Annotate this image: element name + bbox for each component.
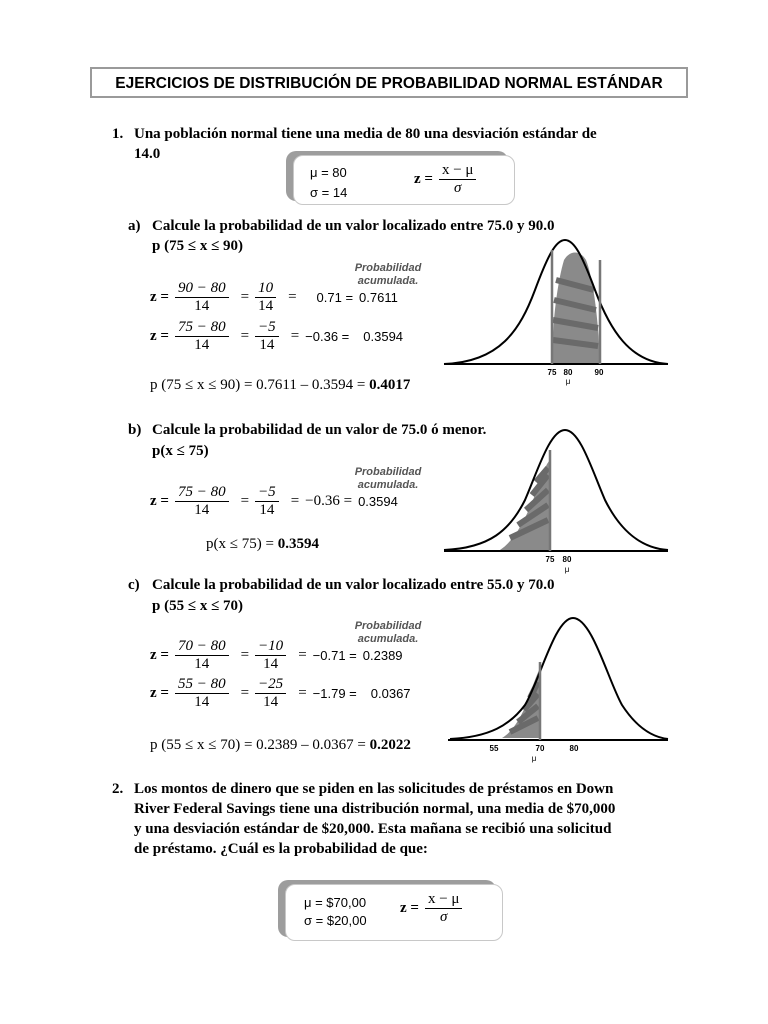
part-b-row1	[150, 484, 398, 519]
part-c-question: Calcule la probabilidad de un valor localizado entre 55.0 y 70.0	[152, 577, 555, 593]
curve-c	[450, 618, 668, 739]
denominator: 14	[194, 656, 210, 672]
part-a-question: Calcule la probabilidad de un valor localizado entre 75.0 y 90.0	[152, 218, 555, 234]
tick-80: 80	[569, 744, 579, 753]
part-a-label: a)	[128, 218, 141, 234]
z-label: z =	[400, 900, 419, 916]
denominator: 14	[258, 298, 274, 314]
z-formula	[400, 891, 462, 926]
denominator: 14	[194, 694, 210, 710]
problem-2-line: de préstamo. ¿Cuál es la probabilidad de que:	[134, 841, 428, 857]
tick-70: 70	[535, 744, 545, 753]
sigma-value: σ = $20,00	[304, 913, 367, 928]
z-label: z =	[150, 328, 169, 344]
z-value: 0.71 =	[316, 290, 354, 305]
part-b-notation: p(x ≤ 75)	[152, 443, 209, 459]
part-a-row2	[150, 319, 403, 354]
z-value: −0.36 =	[305, 493, 353, 509]
equals: =	[290, 493, 300, 509]
mu-value: μ = 80	[310, 165, 347, 180]
problem-2-line: y una desviación estándar de $20,000. Esta mañana se recibió una solicitud	[134, 821, 612, 837]
z-formula	[414, 162, 476, 197]
problem-1-number: 1.	[112, 126, 124, 142]
equals: =	[240, 493, 250, 509]
tick-80: 80	[563, 368, 573, 377]
fraction-2	[255, 638, 286, 673]
fraction-2	[255, 484, 279, 519]
equals: =	[298, 685, 307, 701]
result-value: 0.2022	[369, 737, 411, 753]
mu-value: μ = $70,00	[304, 895, 367, 910]
denominator: 14	[194, 298, 210, 314]
cumulative-probability: 0.2389	[362, 648, 403, 663]
numerator: 75 − 80	[175, 484, 229, 502]
denominator: 14	[259, 502, 275, 518]
tick-90: 90	[594, 368, 604, 377]
page-title: EJERCICIOS DE DISTRIBUCIÓN DE PROBABILIDAD NORMAL ESTÁNDAR	[115, 75, 663, 92]
tick-55: 55	[489, 744, 499, 753]
result-text: p (75 ≤ x ≤ 90) = 0.7611 – 0.3594 =	[150, 377, 370, 393]
bell-curve-a	[440, 220, 672, 390]
z-label: z =	[150, 493, 169, 509]
equals: =	[290, 328, 300, 344]
z-value: −0.71 =	[312, 648, 357, 663]
part-a-result	[150, 377, 410, 394]
problem-2-text	[134, 779, 666, 859]
sigma-value: σ = 14	[310, 185, 348, 200]
numerator: 90 − 80	[175, 280, 229, 298]
part-c-row2	[150, 676, 411, 711]
numerator: −5	[255, 484, 279, 502]
fraction-1	[175, 676, 229, 711]
part-b-question: Calcule la probabilidad de un valor de 75.0 ó menor.	[152, 422, 487, 438]
equals: =	[298, 647, 307, 663]
equals: =	[240, 289, 250, 305]
fraction-2	[255, 676, 286, 711]
numerator: 75 − 80	[175, 319, 229, 337]
cumulative-probability: 0.7611	[359, 290, 398, 305]
fraction-1	[175, 319, 229, 354]
numerator: 10	[255, 280, 276, 298]
numerator: −5	[255, 319, 279, 337]
fraction-1	[175, 280, 229, 315]
denominator: 14	[263, 656, 279, 672]
problem-2-line: River Federal Savings tiene una distribución normal, una media de $70,000	[134, 801, 616, 817]
result-value: 0.3594	[277, 536, 319, 552]
part-a-row1	[150, 280, 398, 315]
numerator: 70 − 80	[175, 638, 229, 656]
numerator: −25	[255, 676, 286, 694]
bell-curve-c	[440, 610, 672, 770]
tick-80: 80	[562, 555, 572, 564]
fraction-1	[175, 638, 229, 673]
fraction-1	[175, 484, 229, 519]
cumulative-probability: 0.3594	[363, 329, 404, 344]
problem-2-number: 2.	[112, 781, 124, 797]
z-label: z =	[150, 289, 169, 305]
equals: =	[240, 328, 250, 344]
title-box	[90, 67, 688, 98]
z-label: z =	[150, 685, 169, 701]
numerator: 55 − 80	[175, 676, 229, 694]
curve-b	[444, 430, 668, 550]
note-line2: acumulada.	[357, 479, 419, 491]
fraction-2	[255, 280, 276, 315]
z-label: z =	[150, 647, 169, 663]
problem-1-text-line2: 14.0	[134, 146, 161, 162]
part-b-result	[206, 536, 319, 553]
part-c-notation: p (55 ≤ x ≤ 70)	[152, 598, 244, 614]
bell-curve-b	[440, 420, 672, 578]
part-a-notation: p (75 ≤ x ≤ 90)	[152, 238, 244, 254]
mu-label: μ	[564, 565, 570, 574]
note-line1: Probabilidad	[354, 620, 422, 632]
part-c-result	[150, 737, 411, 754]
denominator: 14	[259, 337, 275, 353]
result-text: p (55 ≤ x ≤ 70) = 0.2389 – 0.0367 =	[150, 737, 370, 753]
z-label: z =	[414, 171, 433, 187]
part-c-label: c)	[128, 577, 140, 593]
formula-card-2	[285, 884, 503, 941]
problem-1-text-line1: Una población normal tiene una media de 80 una desviación estándar de	[134, 126, 597, 142]
mu-label: μ	[565, 377, 571, 386]
z-numerator: x − μ	[425, 891, 463, 909]
denominator: 14	[194, 502, 210, 518]
cumulative-probability: 0.0367	[370, 686, 411, 701]
tick-75: 75	[547, 368, 557, 377]
problem-2-line: Los montos de dinero que se piden en las solicitudes de préstamos en Down	[134, 781, 614, 797]
z-fraction	[425, 891, 463, 926]
numerator: −10	[255, 638, 286, 656]
tick-75: 75	[545, 555, 555, 564]
mu-label: μ	[531, 754, 537, 763]
note-line2: acumulada.	[357, 275, 419, 287]
z-value: −1.79 =	[312, 686, 357, 701]
fraction-2	[255, 319, 279, 354]
denominator: 14	[194, 337, 210, 353]
equals: =	[288, 289, 297, 305]
note-line1: Probabilidad	[354, 466, 422, 478]
cumulative-probability: 0.3594	[358, 494, 398, 509]
denominator: 14	[263, 694, 279, 710]
result-text: p(x ≤ 75) =	[206, 536, 278, 552]
formula-card-1	[293, 155, 515, 205]
z-fraction	[439, 162, 477, 197]
result-value: 0.4017	[369, 377, 411, 393]
part-b-label: b)	[128, 422, 142, 438]
z-value: −0.36 =	[305, 329, 350, 344]
note-line2: acumulada.	[357, 633, 419, 645]
equals: =	[240, 647, 250, 663]
part-c-row1	[150, 638, 403, 673]
z-numerator: x − μ	[439, 162, 477, 180]
z-denominator: σ	[454, 180, 462, 196]
equals: =	[240, 685, 250, 701]
note-line1: Probabilidad	[354, 262, 422, 274]
z-denominator: σ	[440, 909, 448, 925]
